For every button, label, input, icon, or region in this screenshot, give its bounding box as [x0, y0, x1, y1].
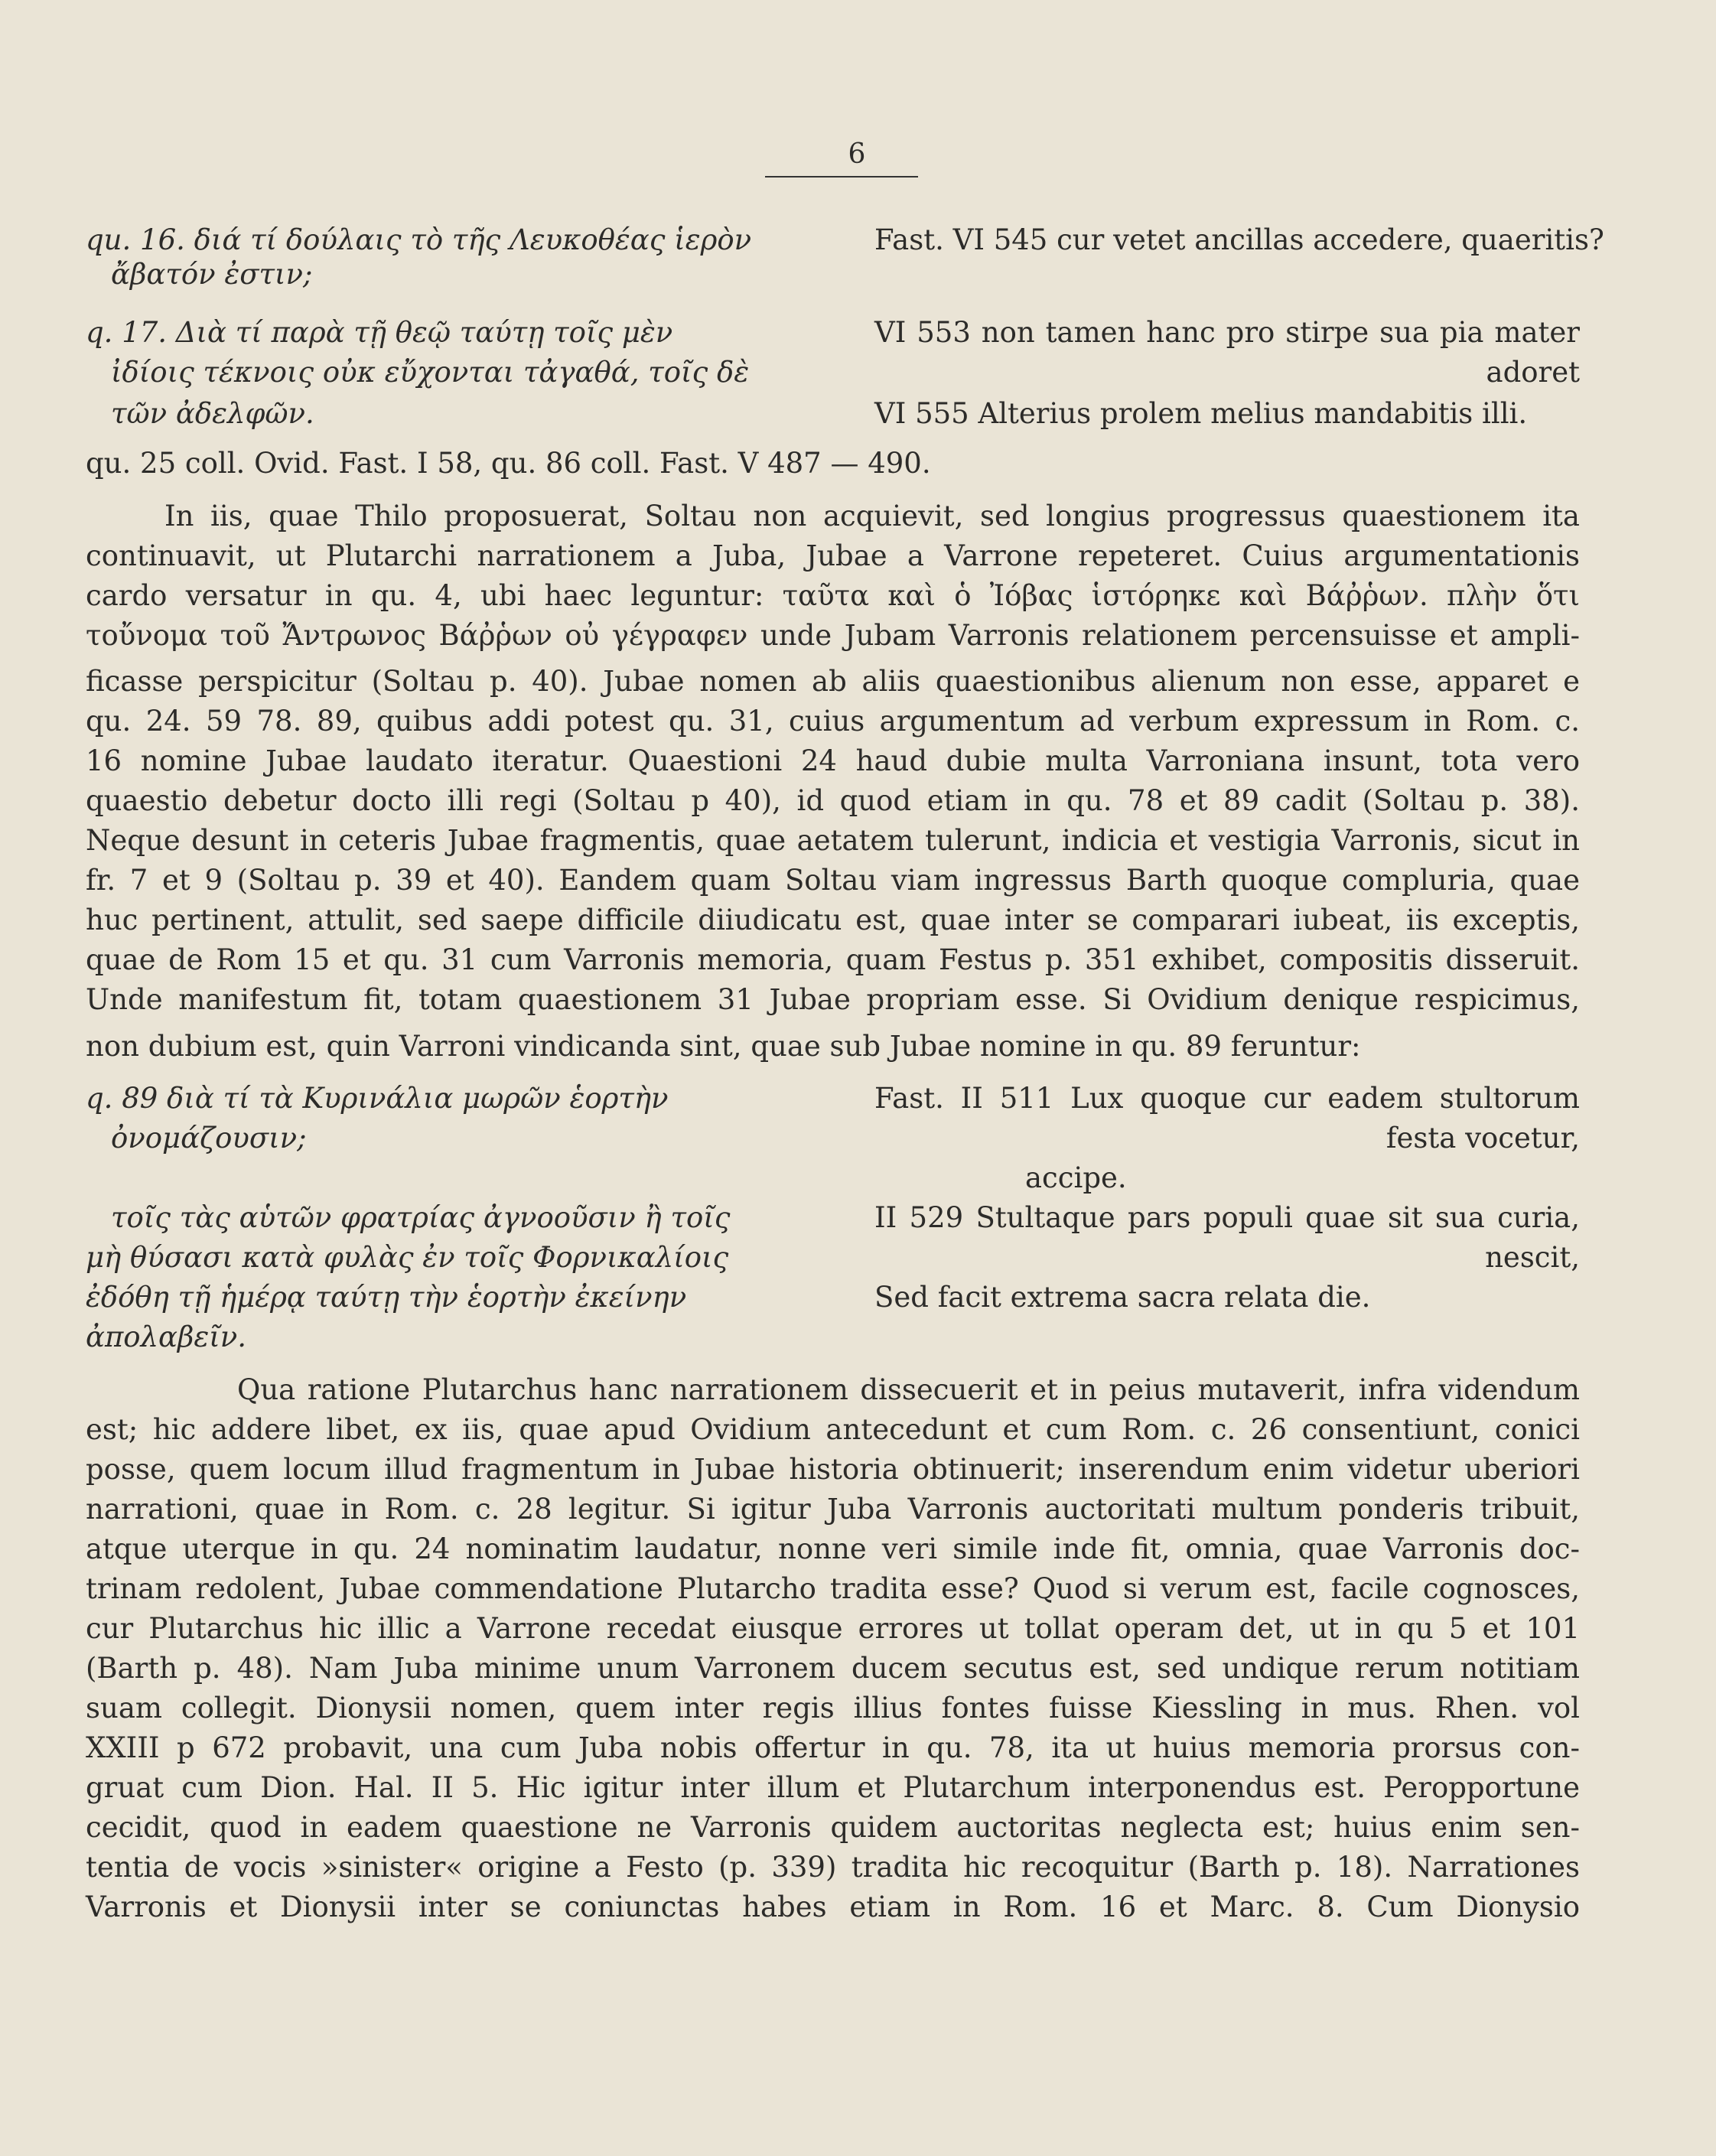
body-text-line: cardo versatur in qu. 4, ubi haec leguntur: ταῦτα καὶ ὁ Ἰόβας ἱστόρηκε καὶ Βάῤῥων. πλὴν ὅτι [86, 579, 1580, 612]
body-text-line: cur Plutarchus hic illic a Varrone recedat eiusque errores ut tollat operam det, ut in qu 5 et 101 [86, 1612, 1580, 1645]
greek-quote-line: qu. 16. διά τί δούλαις τὸ τῆς Λευκοθέας ἱερὸν [86, 223, 752, 256]
body-text-line: narrationi, quae in Rom. c. 28 legitur. Si igitur Juba Varronis auctoritati multum ponderis tribuit, [86, 1493, 1580, 1526]
body-text-line: posse, quem locum illud fragmentum in Jubae historia obtinuerit; inserendum enim videtur uberiori [86, 1453, 1580, 1486]
ovid-quote-line: Sed facit extrema sacra relata die. [874, 1281, 1371, 1314]
body-text-line: ficasse perspicitur (Soltau p. 40). Jubae nomen ab aliis quaestionibus alienum non esse, apparet e [86, 665, 1580, 698]
body-text-line: trinam redolent, Jubae commendatione Plutarcho tradita esse? Quod si verum est, facile cognosces, [86, 1572, 1580, 1605]
body-text-line: fr. 7 et 9 (Soltau p. 39 et 40). Eandem quam Soltau viam ingressus Barth quoque compluria, quae [86, 864, 1580, 897]
body-text-line: 16 nomine Jubae laudato iteratur. Quaestioni 24 haud dubie multa Varroniana insunt, tota vero [86, 744, 1580, 777]
ovid-quote-line: Fast. II 511 Lux quoque cur eadem stultorum [874, 1082, 1580, 1115]
body-text-line: quaestio debetur docto illi regi (Soltau p 40), id quod etiam in qu. 78 et 89 cadit (Soltau p. 38). [86, 784, 1580, 817]
ovid-quote-line: VI 555 Alterius prolem melius mandabitis illi. [874, 397, 1528, 430]
body-text-line: qu. 24. 59 78. 89, quibus addi potest qu. 31, cuius argumentum ad verbum expressum in Rom. c. [86, 705, 1580, 738]
ovid-quote-line: VI 553 non tamen hanc pro stirpe sua pia mater [874, 316, 1580, 349]
body-text-line: est; hic addere libet, ex iis, quae apud Ovidium antecedunt et cum Rom. c. 26 consentiunt, conici [86, 1413, 1580, 1446]
body-text-line: cecidit, quod in eadem quaestione ne Varronis quidem auctoritas neglecta est; huius enim sen- [86, 1811, 1580, 1844]
body-text-line: τοὔνομα τοῦ Ἄντρωνος Βάῤῥων οὐ γέγραφεν unde Jubam Varronis relationem percensuisse et ampli- [86, 619, 1580, 652]
body-text-line: In iis, quae Thilo proposuerat, Soltau non acquievit, sed longius progressus quaestionem ita [164, 500, 1580, 532]
page-number-rule [765, 176, 918, 177]
ovid-quote-line: accipe. [1025, 1161, 1127, 1194]
ovid-quote-line: nescit, [1485, 1241, 1580, 1274]
ovid-quote-line: festa vocetur, [1385, 1122, 1580, 1155]
body-text-line: XXIII p 672 probavit, una cum Juba nobis offertur in qu. 78, ita ut huius memoria prorsus con- [86, 1731, 1580, 1764]
body-text-line: continuavit, ut Plutarchi narrationem a Juba, Jubae a Varrone repeteret. Cuius argumentationis [86, 539, 1580, 572]
greek-quote-line: ἄβατόν ἐστιν; [111, 258, 313, 291]
body-text-line: Qua ratione Plutarchus hanc narrationem dissecuerit et in peius mutaverit, infra videndum [237, 1373, 1580, 1406]
body-text-line: (Barth p. 48). Nam Juba minime unum Varronem ducem secutus est, sed undique rerum notitiam [86, 1652, 1580, 1685]
greek-quote-line: ἀπολαβεῖν. [86, 1321, 247, 1353]
body-text-line: tentia de vocis »sinister« origine a Festo (p. 339) tradita hic recoquitur (Barth p. 18). Narrationes [86, 1851, 1580, 1884]
ovid-quote-line: adoret [1486, 356, 1580, 389]
body-text-line: Neque desunt in ceteris Jubae fragmentis, quae aetatem tulerunt, indicia et vestigia Varronis, sicut in [86, 824, 1580, 857]
ovid-quote-line: Fast. VI 545 cur vetet ancillas accedere, quaeritis? [874, 223, 1604, 256]
greek-quote-line: q. 89 διὰ τί τὰ Κυρινάλια μωρῶν ἑορτὴν [86, 1082, 669, 1115]
body-text-line: suam collegit. Dionysii nomen, quem inter regis illius fontes fuisse Kiessling in mus. Rhen. vol [86, 1692, 1580, 1724]
reference-line: qu. 25 coll. Ovid. Fast. I 58, qu. 86 coll. Fast. V 487 — 490. [86, 447, 931, 480]
ovid-quote-line: II 529 Stultaque pars populi quae sit sua curia, [874, 1201, 1580, 1234]
body-text-line: atque uterque in qu. 24 nominatim laudatur, nonne veri simile inde fit, omnia, quae Varronis doc- [86, 1532, 1580, 1565]
body-text-line: Unde manifestum fit, totam quaestionem 31 Jubae propriam esse. Si Ovidium denique respicimus, [86, 983, 1580, 1016]
page-number: 6 [848, 138, 866, 170]
body-text-line: gruat cum Dion. Hal. II 5. Hic igitur inter illum et Plutarchum interponendus est. Peropportune [86, 1771, 1580, 1804]
greek-quote-line: ὀνομάζουσιν; [111, 1122, 307, 1155]
greek-quote-line: ἐδόθη τῇ ἡμέρᾳ ταύτῃ τὴν ἑορτὴν ἐκείνην [86, 1281, 687, 1314]
greek-quote-line: τοῖς τὰς αὑτῶν φρατρίας ἀγνοοῦσιν ἢ τοῖς [111, 1201, 731, 1234]
body-text-line: huc pertinent, attulit, sed saepe difficile diiudicatu est, quae inter se comparari iubeat, iis exceptis, [86, 904, 1580, 936]
greek-quote-line: μὴ θύσασι κατὰ φυλὰς ἐν τοῖς Φορνικαλίοις [86, 1241, 729, 1274]
greek-quote-line: τῶν ἀδελφῶν. [111, 397, 314, 430]
greek-quote-line: q. 17. Διὰ τί παρὰ τῇ θεῷ ταύτῃ τοῖς μὲν [86, 316, 673, 349]
greek-quote-line: ἰδίοις τέκνοις οὐκ εὔχονται τἀγαθά, τοῖς δὲ [111, 356, 750, 389]
body-text-line: Varronis et Dionysii inter se coniunctas habes etiam in Rom. 16 et Marc. 8. Cum Dionysio [86, 1891, 1580, 1923]
body-text-line: non dubium est, quin Varroni vindicanda sint, quae sub Jubae nomine in qu. 89 feruntur: [86, 1030, 1361, 1063]
body-text-line: quae de Rom 15 et qu. 31 cum Varronis memoria, quam Festus p. 351 exhibet, compositis disseruit. [86, 943, 1580, 976]
